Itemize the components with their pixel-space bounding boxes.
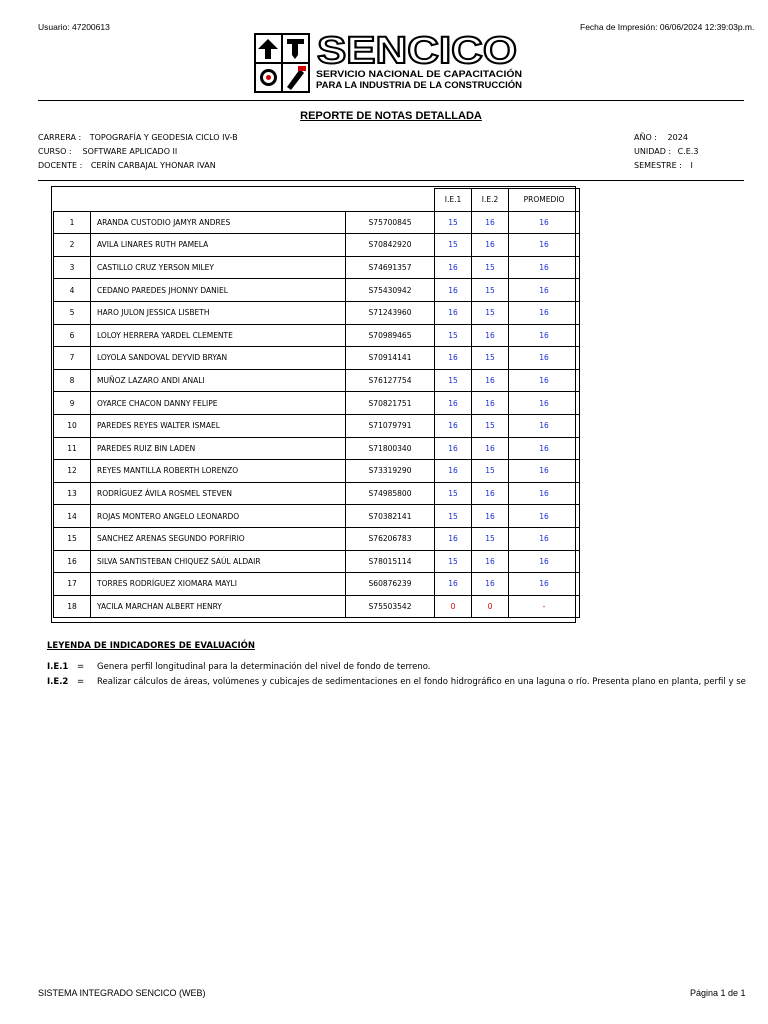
legend-code: I.E.2 [47,677,69,687]
row-number: 18 [54,595,91,618]
student-name: RODRÍGUEZ ÁVILA ROSMEL STEVEN [91,482,346,505]
student-code: S73319290 [346,460,435,483]
grade-ie2: 16 [472,573,509,596]
student-name: TORRES RODRÍGUEZ XIOMARA MAYLI [91,573,346,596]
grade-average: 16 [509,392,580,415]
carrera-value: TOPOGRAFÍA Y GEODESIA CICLO IV-B [89,133,238,142]
grade-ie1: 0 [435,595,472,618]
table-row [54,573,580,596]
docente-label: DOCENTE : [38,161,83,170]
grade-ie1: 16 [435,573,472,596]
grade-average: 16 [509,211,580,234]
grade-average: 16 [509,347,580,370]
grade-ie2: 16 [472,369,509,392]
semestre-row [634,161,693,170]
student-code: S75700845 [346,211,435,234]
table-row [54,324,580,347]
header-promedio: PROMEDIO [509,189,580,212]
grade-ie2: 16 [472,234,509,257]
table-row [54,392,580,415]
row-number: 7 [54,347,91,370]
user-id: Usuario: 47200613 [38,22,110,32]
report-title: REPORTE DE NOTAS DETALLADA [300,110,482,122]
grade-average: 16 [509,482,580,505]
student-name: SILVA SANTISTEBAN CHIQUEZ SAÚL ALDAIR [91,550,346,573]
sencico-logo [254,33,524,93]
student-code: S70842920 [346,234,435,257]
grade-average: 16 [509,437,580,460]
student-name: CEDANO PAREDES JHONNY DANIEL [91,279,346,302]
semestre-value: I [690,161,693,170]
student-code: S71800340 [346,437,435,460]
student-code: S70382141 [346,505,435,528]
legend-eq: = [77,662,85,672]
student-code: S76127754 [346,369,435,392]
grade-ie1: 16 [435,437,472,460]
grade-ie1: 16 [435,256,472,279]
table-row [54,550,580,573]
grades-table [53,188,580,618]
grade-ie2: 16 [472,392,509,415]
grade-ie1: 15 [435,324,472,347]
grade-ie2: 16 [472,437,509,460]
row-number: 8 [54,369,91,392]
grade-average: 16 [509,324,580,347]
student-code: S70989465 [346,324,435,347]
grade-average: 16 [509,301,580,324]
grade-ie2: 16 [472,482,509,505]
grade-ie1: 16 [435,347,472,370]
grade-average: 16 [509,234,580,257]
table-row [54,527,580,550]
grade-ie1: 16 [435,301,472,324]
grade-ie1: 16 [435,414,472,437]
grade-ie1: 16 [435,392,472,415]
grade-ie2: 16 [472,550,509,573]
student-code: S78015114 [346,550,435,573]
grade-ie2: 0 [472,595,509,618]
grade-ie2: 16 [472,211,509,234]
grade-ie1: 15 [435,482,472,505]
logo-line2: PARA LA INDUSTRIA DE LA CONSTRUCCIÓN [316,80,516,90]
table-row [54,414,580,437]
row-number: 1 [54,211,91,234]
table-row [54,301,580,324]
grade-ie2: 16 [472,324,509,347]
student-code: S70821751 [346,392,435,415]
row-number: 2 [54,234,91,257]
grade-average: 16 [509,369,580,392]
student-code: S75503542 [346,595,435,618]
table-row [54,256,580,279]
legend-code: I.E.1 [47,662,69,672]
legend-text: Genera perfil longitudinal para la determinación del nivel de fondo de terreno. [97,662,431,672]
student-name: REYES MANTILLA ROBERTH LORENZO [91,460,346,483]
row-number: 10 [54,414,91,437]
grade-average: 16 [509,550,580,573]
student-code: S75430942 [346,279,435,302]
row-number: 6 [54,324,91,347]
grade-ie2: 15 [472,279,509,302]
student-code: S74985800 [346,482,435,505]
student-name: YACILA MARCHAN ALBERT HENRY [91,595,346,618]
grade-average: 16 [509,573,580,596]
logo-line1: SERVICIO NACIONAL DE CAPACITACIÓN [316,69,498,79]
header-ie2: I.E.2 [472,189,509,212]
table-row [54,437,580,460]
row-number: 5 [54,301,91,324]
docente-value: CERÍN CARBAJAL YHONAR IVAN [90,161,216,170]
info-rule [38,180,744,181]
grade-ie2: 16 [472,505,509,528]
table-row [54,234,580,257]
grade-ie1: 16 [435,460,472,483]
grade-ie1: 15 [435,505,472,528]
grade-average: 16 [509,256,580,279]
grade-ie1: 16 [435,279,472,302]
grade-ie2: 15 [472,347,509,370]
curso-row [38,147,177,156]
row-number: 9 [54,392,91,415]
row-number: 14 [54,505,91,528]
grade-ie2: 15 [472,256,509,279]
row-number: 11 [54,437,91,460]
docente-row [38,161,216,170]
student-name: CASTILLO CRUZ YERSON MILEY [91,256,346,279]
row-number: 16 [54,550,91,573]
unidad-row [634,147,698,156]
student-name: PAREDES REYES WALTER ISMAEL [91,414,346,437]
student-code: S76206783 [346,527,435,550]
header-ie1: I.E.1 [435,189,472,212]
grade-ie1: 16 [435,527,472,550]
student-name: PAREDES RUIZ BIN LADEN [91,437,346,460]
table-row [54,595,580,618]
row-number: 4 [54,279,91,302]
student-code: S70914141 [346,347,435,370]
carrera-row [38,133,238,142]
student-name: OYARCE CHACON DANNY FELIPE [91,392,346,415]
grade-ie1: 15 [435,234,472,257]
grade-ie2: 15 [472,527,509,550]
student-code: S71243960 [346,301,435,324]
grade-ie2: 15 [472,301,509,324]
grade-average: 16 [509,460,580,483]
anio-label: AÑO : [634,133,657,142]
anio-row [634,133,688,142]
unidad-value: C.E.3 [677,147,699,156]
table-row [54,482,580,505]
anio-value: 2024 [667,133,688,142]
grade-ie1: 15 [435,369,472,392]
student-code: S60876239 [346,573,435,596]
unidad-label: UNIDAD : [634,147,672,156]
grade-average: 16 [509,505,580,528]
table-header-row [54,189,580,212]
grade-ie2: 15 [472,460,509,483]
grade-ie1: 15 [435,211,472,234]
table-row [54,211,580,234]
grade-average: 16 [509,279,580,302]
legend-title: LEYENDA DE INDICADORES DE EVALUACIÓN [47,641,256,651]
student-name: ROJAS MONTERO ANGELO LEONARDO [91,505,346,528]
legend-item-ie1 [47,662,430,672]
table-row [54,369,580,392]
student-name: ARANDA CUSTODIO JAMYR ANDRES [91,211,346,234]
footer-system: SISTEMA INTEGRADO SENCICO (WEB) [38,988,206,998]
footer-page: Página 1 de 1 [690,988,746,998]
legend-eq: = [77,677,85,687]
print-date: Fecha de Impresión: 06/06/2024 12:39:03p.m. [580,22,755,32]
student-code: S74691357 [346,256,435,279]
semestre-label: SEMESTRE : [634,161,682,170]
curso-label: CURSO : [38,147,72,156]
row-number: 17 [54,573,91,596]
table-row [54,279,580,302]
student-name: MUÑOZ LAZARO ANDI ANALI [91,369,346,392]
student-name: LOLOY HERRERA YARDEL CLEMENTE [91,324,346,347]
logo-wordmark: SENCICO [317,33,517,72]
grade-ie2: 15 [472,414,509,437]
row-number: 15 [54,527,91,550]
grade-average: - [509,595,580,618]
grade-average: 16 [509,414,580,437]
legend-item-ie2 [47,677,746,687]
student-code: S71079791 [346,414,435,437]
table-row [54,505,580,528]
header-rule [38,100,744,101]
student-name: HARO JULON JESSICA LISBETH [91,301,346,324]
grade-average: 16 [509,527,580,550]
table-row [54,347,580,370]
curso-value: SOFTWARE APLICADO II [82,147,178,156]
student-name: LOYOLA SANDOVAL DEYVID BRYAN [91,347,346,370]
student-name: AVILA LINARES RUTH PAMELA [91,234,346,257]
row-number: 13 [54,482,91,505]
student-name: SANCHEZ ARENAS SEGUNDO PORFIRIO [91,527,346,550]
row-number: 12 [54,460,91,483]
table-row [54,460,580,483]
row-number: 3 [54,256,91,279]
carrera-label: CARRERA : [38,133,82,142]
grade-ie1: 15 [435,550,472,573]
legend-text: Realizar cálculos de áreas, volúmenes y cubicajes de sedimentaciones en el fondo hidrográfico en una laguna o río. Presenta plano en planta, perfil y se [97,677,746,687]
